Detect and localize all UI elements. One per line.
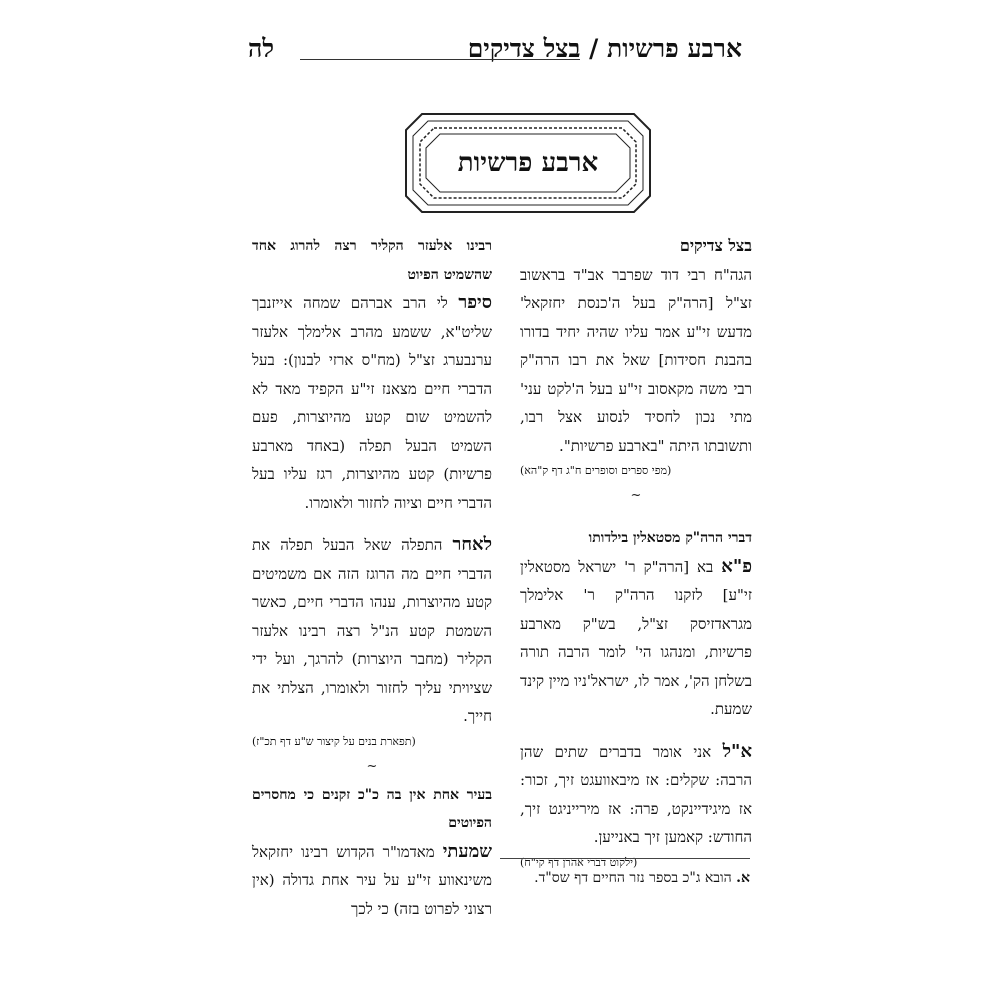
paragraph-text: בא [הרה"ק ר' ישראל מסטאלין זי"ע] לזקנו הרה"ק ר' אלימלך מגראדזיסק זצ"ל, בש"ק מארבע פרשיות, ומנהגו הי' לומר הרבה תורה בשלחן הק', אמר לו, ישראל'ניו מיין קינד שמעת. — [520, 557, 752, 718]
lead-word: פ"א — [721, 555, 752, 577]
paragraph-text: מאדמו"ר הקדוש רבינו יחזקאל משינאווע זי"ע על עיר אחת גדולה (אין רצוני לפרוט בזה) כי לכך — [252, 842, 492, 918]
column-heading: בצל צדיקים — [679, 236, 752, 255]
subsection-heading: בעיר אחת אין בה כ"כ זקנים כי מחסרים הפיוטים — [252, 786, 492, 831]
subsection-heading: דברי הרה"ק מסטאלין בילדותו — [588, 530, 752, 546]
footnote — [534, 870, 750, 887]
section-heading: ארבע פרשיות — [457, 148, 599, 178]
subsection-heading: רבינו אלעזר הקליר רצה להרוג אחד שהשמיט הפיוט — [252, 238, 492, 283]
paragraph-text: התפלה שאל הבעל תפלה את הדברי חיים מה הרוגז הזה אם משמיטים קטע מהיוצרות, ענהו הדברי חיים, כאשר השמטת קטע הנ"ל רצה רבינו אלעזר הקליר (מחבר היוצרות) להרגך, ועל ידי שציויתי עליך לחזור ולאומרו, הצלתי את חייך. — [252, 536, 492, 725]
paragraph — [252, 531, 492, 731]
lead-word: לאחר — [452, 534, 492, 555]
paragraph-text: לי הרב אברהם שמחה אייזנבך שליט"א, ששמע מהרב אלימלך אלעזר ערנבערג זצ"ל (מח"ס ארזי לבנון): בעל הדברי חיים מצאנז זי"ע הקפיד מאד לא להשמיט שום קטע מהיוצרות, פעם השמיט הבעל תפלה (באחד מארבע פרשיות) קטע מהיוצרות, רגז עליו בעל הדברי חיים וציוה לחזור ולאומרו. — [252, 294, 492, 512]
paragraph — [252, 289, 492, 517]
lead-word: א"ל — [722, 740, 752, 762]
page-number: לה — [248, 34, 275, 63]
left-column — [252, 232, 492, 923]
source-citation: (תפארת בנים על קיצור ש"ע דף תכ"ז) — [252, 734, 416, 748]
right-column — [520, 232, 752, 874]
footnote-rule — [500, 858, 750, 859]
footnote-text: הובא ג"כ בספר נזר החיים דף שס"ד. — [534, 870, 737, 886]
paragraph-text: אני אומר בדברים שתים שהן הרבה: שקלים: אז מיבאוועגט זיך, זכור: אז מיגידיינקט, פרה: אז מירייניגט זיך, החודש: קאמען זיך באנייען. — [520, 742, 752, 846]
running-header-title: ארבע פרשיות / בצל צדיקים — [467, 34, 742, 63]
paragraph — [520, 553, 752, 724]
paragraph: הגה"ח רבי דוד שפרבר אב"ד בראשוב זצ"ל [הרה"ק בעל ה'כנסת יחזקאל' מדעש זי"ע אמר עליו שהיה יחיד בדורו בהבנת חסידות] שאל את רבו הרה"ק רבי משה מקאסוב זי"ע בעל ה'לקט עני' מתי נכון לחסיד לנסוע אצל רבו, ותשובתו היתה "בארבע פרשיות". — [520, 265, 752, 455]
ornament-divider-icon: ~ — [630, 488, 642, 503]
lead-word: סיפר — [458, 292, 492, 313]
ornament-divider-icon: ~ — [366, 758, 378, 774]
footnote-marker: א. — [736, 870, 750, 886]
source-citation: (מפי ספרים וסופרים ח"ג דף ק"הא) — [520, 464, 672, 477]
paragraph — [252, 838, 492, 924]
lead-word: שמעתי — [442, 840, 492, 862]
paragraph — [520, 738, 752, 852]
source-citation: (ילקוט דברי אהרן דף קי"ח) — [520, 855, 638, 869]
header-rule — [300, 59, 580, 60]
